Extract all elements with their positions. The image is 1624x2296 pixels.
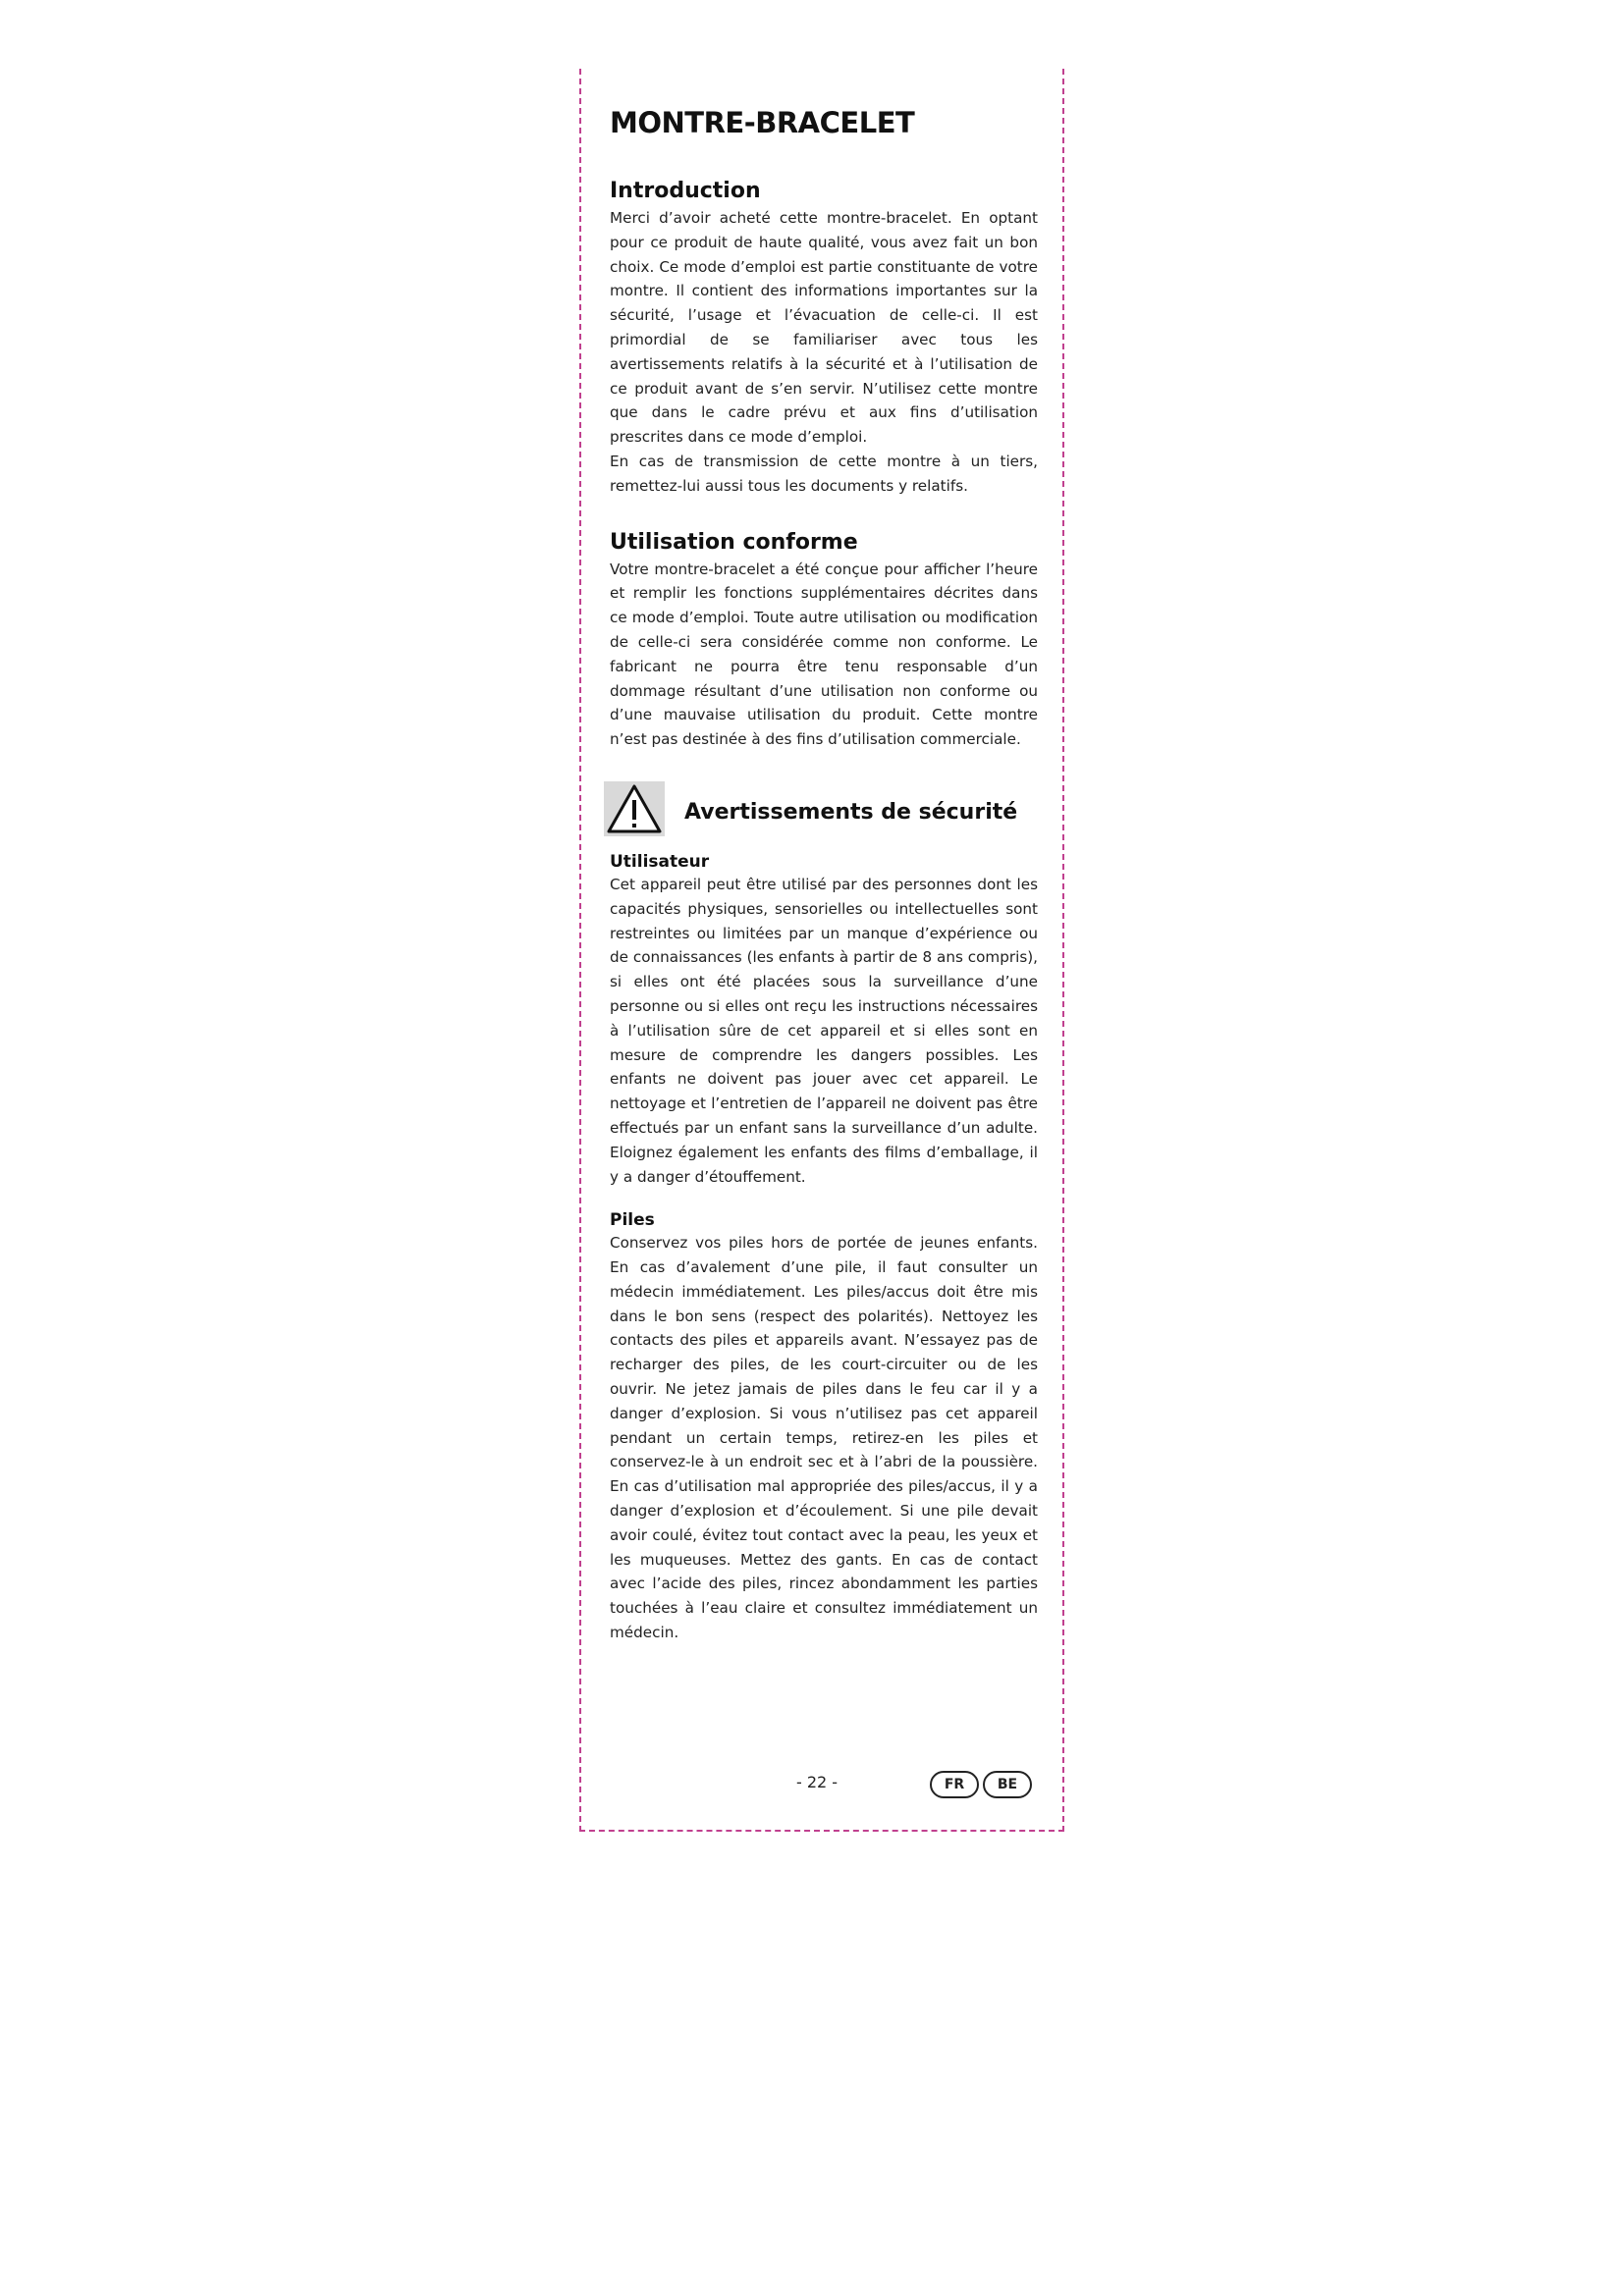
utilisateur-paragraph: Cet appareil peut être utilisé par des personnes dont les capacités physiques, sensorielles ou intellectuelles sont restreintes ou limitées par un manque d’expérience ou de connaissances (les enfants à partir de 8 ans compris), si elles ont été placées sous la surveillance d’une personne ou si elles ont reçu les instructions nécessaires à l’utilisation sûre de cet appareil et si elles sont en mesure de comprendre les dangers possibles. Les enfants ne doivent pas jouer avec cet appareil. Le nettoyage et l’entretien de l’appareil ne doivent pas être effectués par un enfant sans la surveillance d’un adulte. Eloignez également les enfants des films d’emballage, il y a danger d’étouffement. [610, 875, 1038, 1186]
document-content [610, 106, 1038, 1667]
piles-heading: Piles [610, 1210, 655, 1231]
utilisation-paragraph: Votre montre-bracelet a été conçue pour afficher l’heure et remplir les fonctions supplémentaires décrites dans ce mode d’emploi. Toute autre utilisation ou modification de celle-ci sera considérée comme non conforme. Le fabricant ne pourra être tenu responsable d’un dommage résultant d’une utilisation non conforme ou d’une mauvaise utilisation du produit. Cette montre n’est pas destinée à des fins d’utilisation commerciale. [610, 560, 1038, 749]
page-number: - 22 - [796, 1773, 839, 1791]
utilisation-heading: Utilisation conforme [610, 529, 858, 555]
introduction-heading: Introduction [610, 179, 761, 203]
country-badge-be: BE [983, 1771, 1032, 1798]
country-badge-fr: FR [930, 1771, 979, 1798]
safety-heading: Avertissements de sécurité [684, 800, 1018, 826]
subsection-utilisateur [610, 852, 1038, 1189]
country-badges [930, 1771, 1032, 1798]
safety-heading-row [610, 781, 1038, 836]
page-footer [610, 1771, 1038, 1798]
piles-paragraph: Conservez vos piles hors de portée de jeunes enfants. En cas d’avalement d’une pile, il faut consulter un médecin immédiatement. Les piles/accus doit être mis dans le bon sens (respect des polarités). Nettoyez les contacts des piles et appareils avant. N’essayez pas de recharger des piles, de les court-circuiter ou de les ouvrir. Ne jetez jamais de piles dans le feu car il y a danger d’explosion. Si vous n’utilisez pas cet appareil pendant un certain temps, retirez-en les piles et conservez-le à un endroit sec et à l’abri de la poussière. En cas d’utilisation mal appropriée des piles/accus, il y a danger d’explosion et d’écoulement. Si une pile devait avoir coulé, évitez tout contact avec la peau, les yeux et les muqueuses. Mettez des gants. En cas de contact avec l’acide des piles, rincez abondamment les parties touchées à l’eau claire et consultez immédiatement un médecin. [610, 1234, 1038, 1642]
document-title: MONTRE-BRACELET [610, 106, 915, 139]
introduction-paragraph-2: En cas de transmission de cette montre à un tiers, remettez-lui aussi tous les documents y relatifs. [610, 452, 1038, 495]
section-introduction [610, 179, 1038, 499]
section-utilisation-conforme [610, 530, 1038, 752]
warning-triangle-icon [604, 781, 665, 836]
subsection-piles [610, 1210, 1038, 1645]
utilisateur-heading: Utilisateur [610, 851, 710, 872]
introduction-paragraph-1: Merci d’avoir acheté cette montre-bracelet. En optant pour ce produit de haute qualité, vous avez fait un bon choix. Ce mode d’emploi est partie constituante de votre montre. Il contient des informations importantes sur la sécurité, l’usage et l’évacuation de celle-ci. Il est primordial de se familiariser avec tous les avertissements relatifs à la sécurité et à l’utilisation de ce produit avant de s’en servir. N’utilisez cette montre que dans le cadre prévu et aux fins d’utilisation prescrites dans ce mode d’emploi. [610, 209, 1038, 447]
